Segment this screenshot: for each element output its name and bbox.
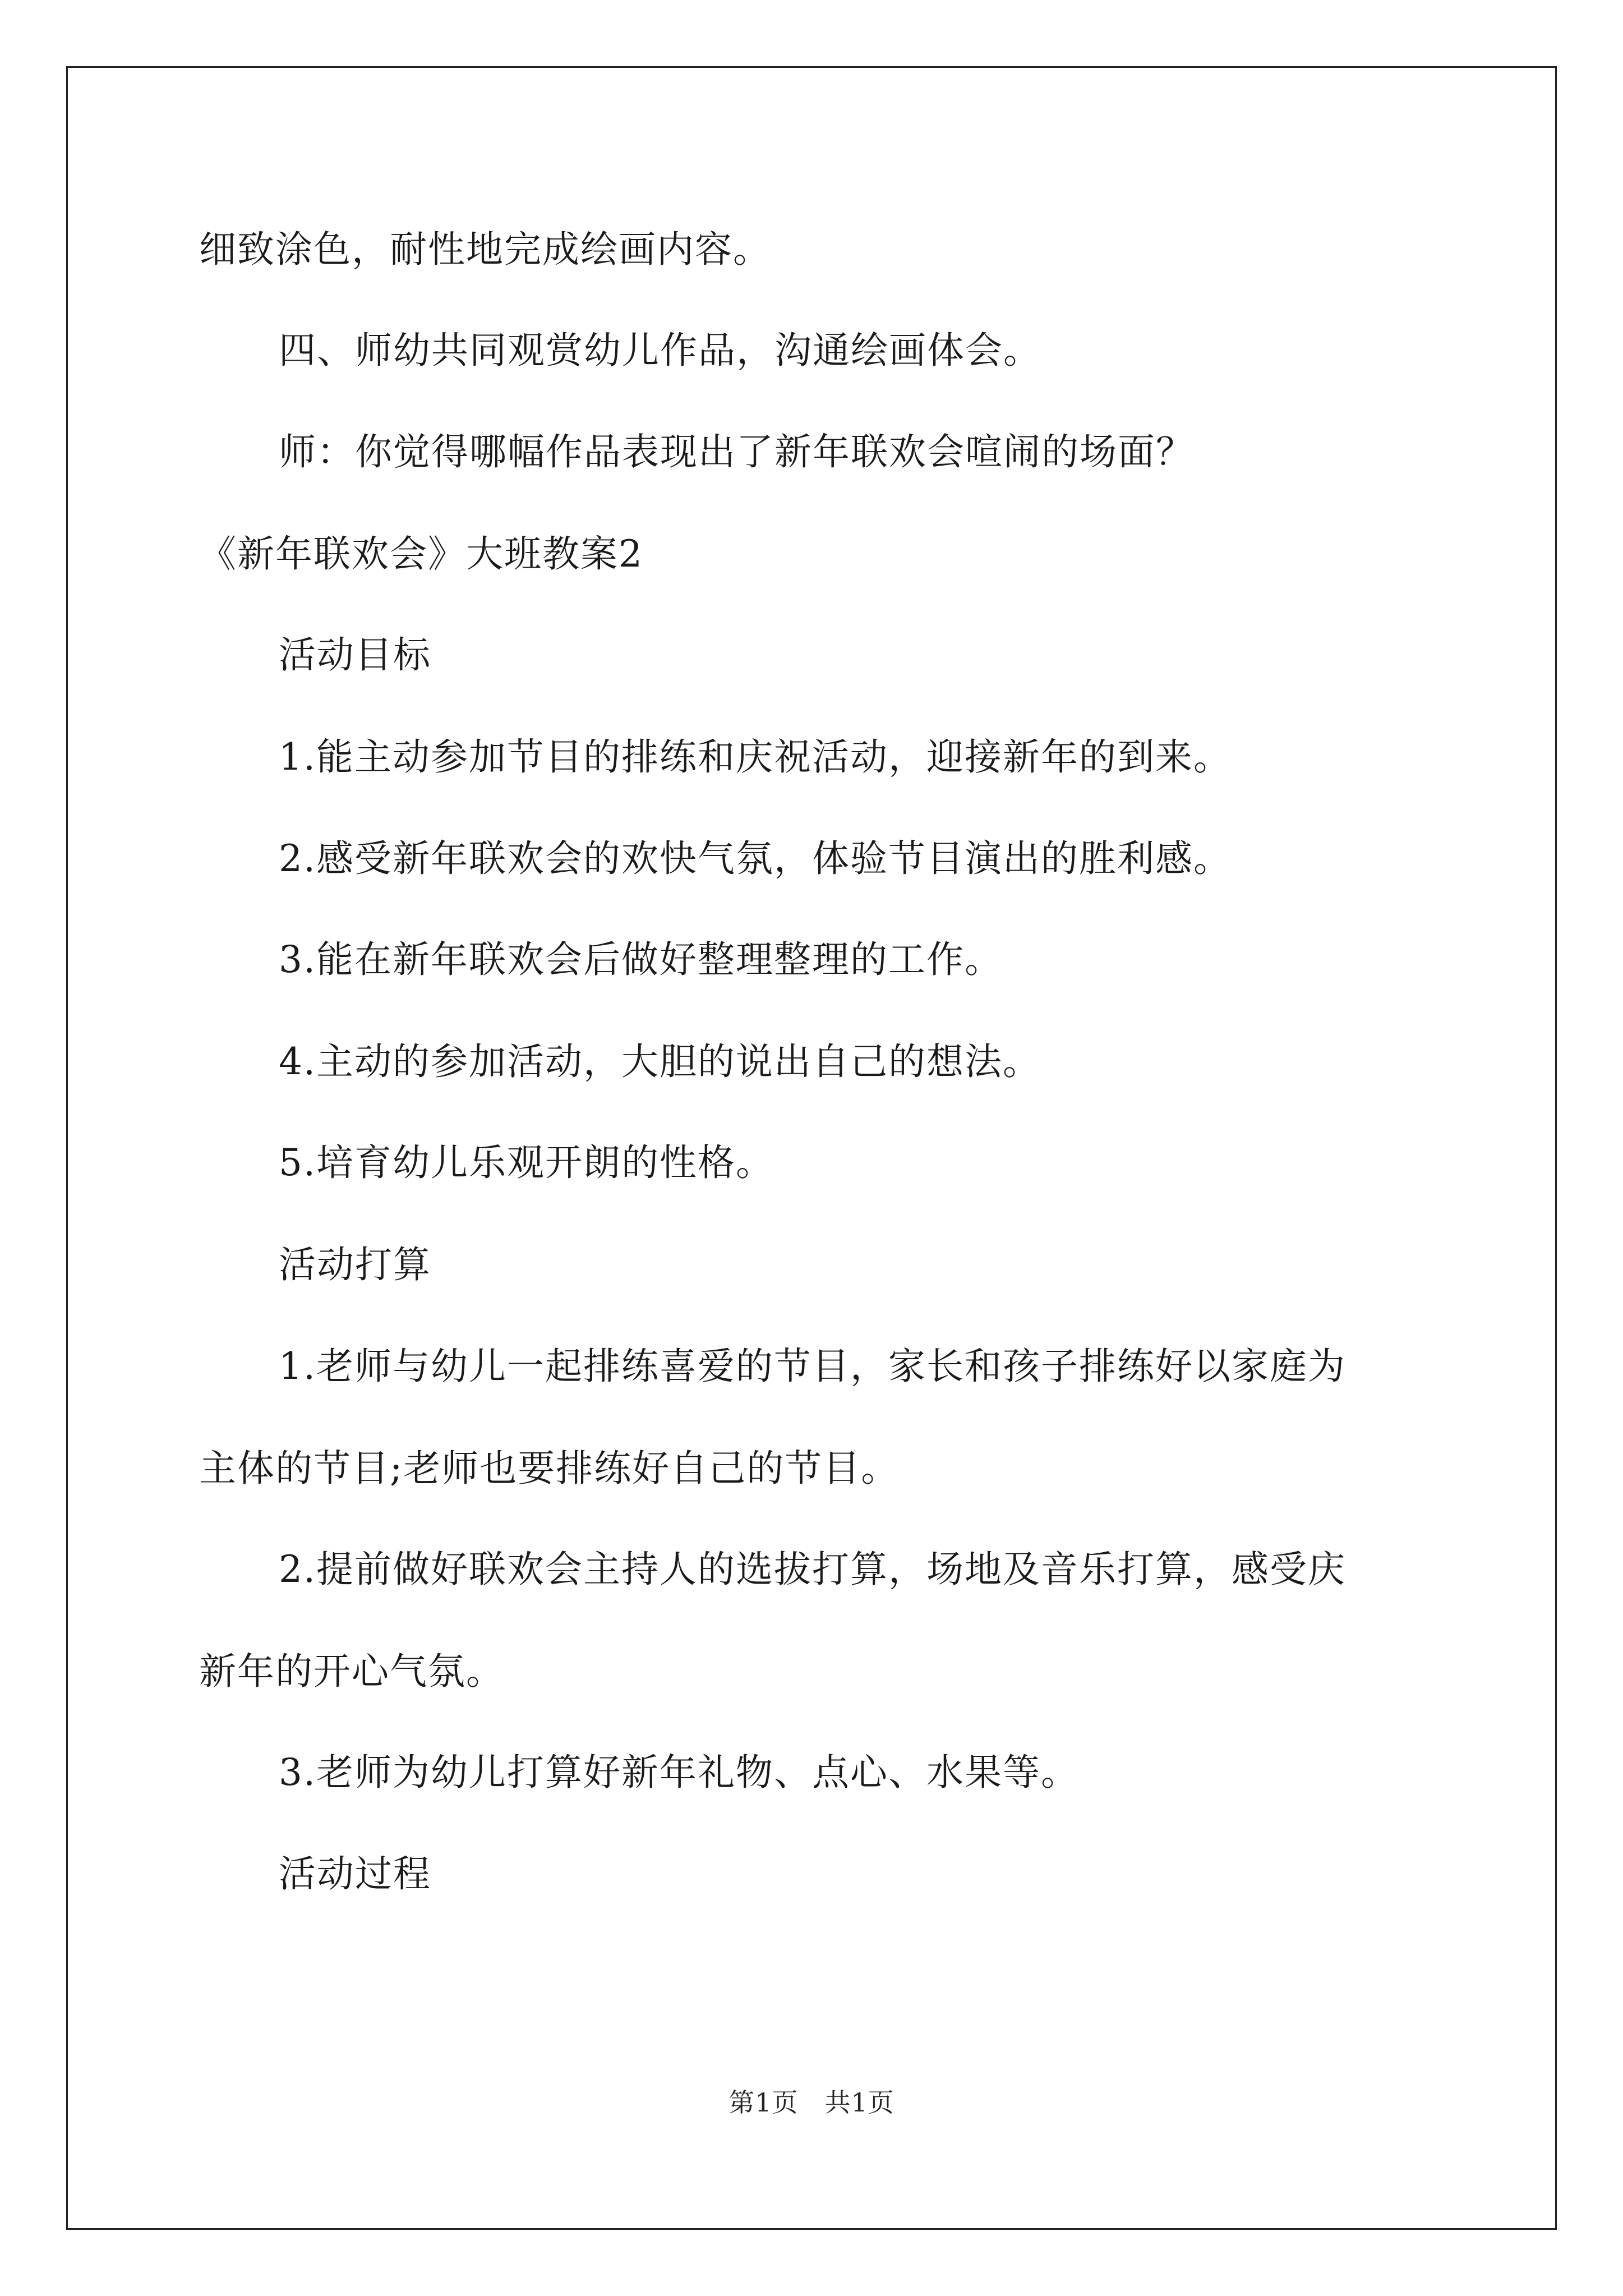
heading-activity-goals: 活动目标 (279, 633, 431, 677)
text-line-2: 四、师幼共同观赏幼儿作品，沟通绘画体会。 (279, 329, 1041, 372)
goal-item-4: 4.主动的参加活动，大胆的说出自己的想法。 (279, 1040, 1041, 1083)
prep-item-3: 3.老师为幼儿打算好新年礼物、点心、水果等。 (279, 1751, 1079, 1794)
heading-activity-process: 活动过程 (279, 1852, 431, 1895)
text-line-3: 师：你觉得哪幅作品表现出了新年联欢会喧闹的场面？ (279, 430, 1194, 473)
text-line-1: 细致涂色，耐性地完成绘画内容。 (199, 228, 771, 271)
prep-item-2-cont: 新年的开心气氛。 (199, 1650, 504, 1693)
goal-item-3: 3.能在新年联欢会后做好整理整理的工作。 (279, 938, 1003, 981)
section-title: 《新年联欢会》大班教案2 (199, 532, 643, 576)
prep-item-2: 2.提前做好联欢会主持人的选拔打算，场地及音乐打算，感受庆 (279, 1548, 1346, 1591)
prep-item-1: 1.老师与幼儿一起排练喜爱的节目，家长和孩子排练好以家庭为 (279, 1345, 1346, 1388)
goal-item-5: 5.培育幼儿乐观开朗的性格。 (279, 1141, 774, 1184)
goal-item-2: 2.感受新年联欢会的欢快气氛，体验节目演出的胜利感。 (279, 837, 1232, 880)
page-footer: 第1页 共1页 (728, 2087, 895, 2118)
prep-item-1-cont: 主体的节目;老师也要排练好自己的节目。 (199, 1447, 900, 1490)
heading-activity-prep: 活动打算 (279, 1243, 431, 1286)
goal-item-1: 1.能主动参加节目的排练和庆祝活动，迎接新年的到来。 (279, 735, 1232, 779)
